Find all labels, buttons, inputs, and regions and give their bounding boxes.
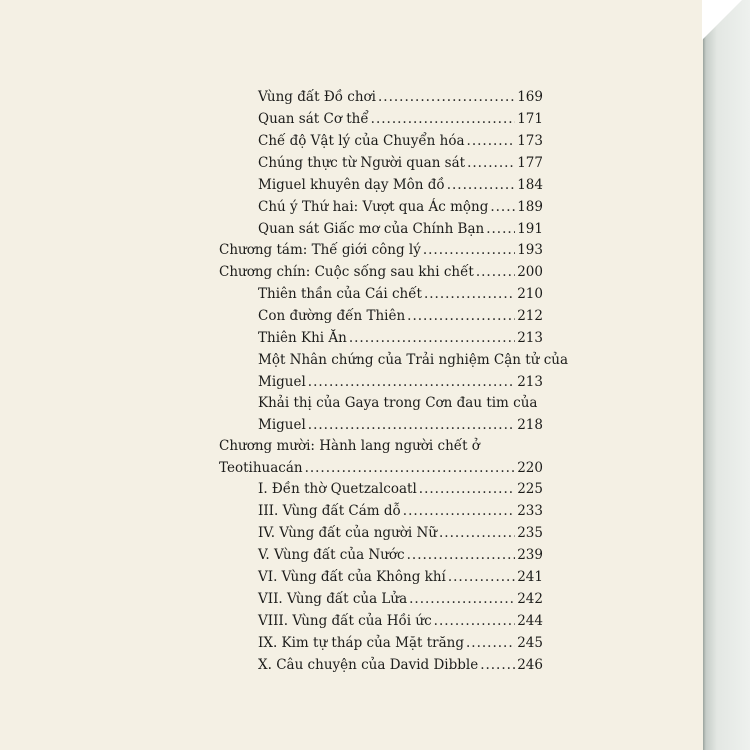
toc-entry-near-death-witness bbox=[258, 351, 569, 391]
toc-entry-observe-dream bbox=[258, 220, 543, 238]
toc-leader-dots bbox=[434, 612, 516, 630]
toc-entry-temple-quetzalcoatl bbox=[258, 480, 543, 498]
toc-entry-page: 213 bbox=[517, 330, 543, 346]
toc-entry-road-to-heaven bbox=[258, 307, 543, 325]
toc-entry-title: IV. Vùng đất của người Nữ bbox=[258, 525, 438, 541]
toc-entry-title-cont: Teotihuacán bbox=[219, 460, 303, 476]
toc-leader-dots bbox=[424, 285, 515, 303]
toc-entry-page: 241 bbox=[517, 569, 543, 585]
toc-entry-page: 242 bbox=[517, 591, 543, 607]
toc-entry-chapter-eight bbox=[219, 241, 543, 259]
toc-entry-title: Quan sát Giấc mơ của Chính Bạn bbox=[258, 221, 485, 237]
toc-leader-dots bbox=[305, 459, 516, 477]
toc-entry-land-air bbox=[258, 568, 543, 586]
toc-leader-dots bbox=[467, 154, 515, 172]
toc-entry-title: Thiên thần của Cái chết bbox=[258, 286, 422, 302]
toc-leader-dots bbox=[466, 634, 515, 652]
toc-entry-witness-observer bbox=[258, 154, 543, 172]
toc-leader-dots bbox=[448, 568, 515, 586]
toc-entry-page: 246 bbox=[517, 657, 543, 673]
toc-entry-page: 233 bbox=[517, 503, 543, 519]
toc-entry-title: VIII. Vùng đất của Hồi ức bbox=[258, 613, 432, 629]
toc-entry-page: 218 bbox=[517, 417, 543, 433]
toc-entry-page: 177 bbox=[517, 155, 543, 171]
toc-entry-title: IX. Kim tự tháp của Mặt trăng bbox=[258, 635, 464, 651]
toc-entry-title-line1 bbox=[219, 437, 543, 455]
toc-entry-title: Chú ý Thứ hai: Vượt qua Ác mộng bbox=[258, 199, 489, 215]
toc-entry-title: V. Vùng đất của Nước bbox=[258, 547, 405, 563]
toc-entry-title: Miguel khuyên dạy Môn đồ bbox=[258, 177, 445, 193]
toc-entry-physical-mode bbox=[258, 132, 543, 150]
toc-entry-page: 169 bbox=[517, 89, 543, 105]
toc-entry-page: 173 bbox=[517, 133, 543, 149]
toc-entry-chapter-nine bbox=[219, 263, 543, 281]
toc-leader-dots bbox=[480, 656, 515, 674]
toc-entry-land-temptation bbox=[258, 502, 543, 520]
toc-leader-dots bbox=[423, 241, 515, 259]
toc-leader-dots bbox=[476, 263, 515, 281]
toc-entry-page: 235 bbox=[517, 525, 543, 541]
toc-entry-title: Chương chín: Cuộc sống sau khi chết bbox=[219, 264, 474, 280]
toc-entry-toy-land bbox=[258, 88, 543, 106]
toc-entry-title: Chúng thực từ Người quan sát bbox=[258, 155, 466, 171]
toc-entry-title: Chế độ Vật lý của Chuyển hóa bbox=[258, 133, 465, 149]
toc-entry-page: 184 bbox=[517, 177, 543, 193]
book-edge-shadow bbox=[703, 0, 750, 750]
toc-entry-page: 193 bbox=[517, 242, 543, 258]
toc-entry-title: Con đường đến Thiên bbox=[258, 308, 406, 324]
toc-leader-dots bbox=[486, 220, 515, 238]
toc-leader-dots bbox=[467, 132, 516, 150]
toc-entry-page: 225 bbox=[517, 481, 543, 497]
toc-leader-dots bbox=[419, 480, 515, 498]
toc-entry-pyramid-moon bbox=[258, 634, 543, 652]
toc-entry-page: 239 bbox=[517, 547, 543, 563]
toc-entry-angel-of-death bbox=[258, 285, 543, 303]
toc-entry-page: 191 bbox=[517, 221, 543, 237]
toc-entry-page: 213 bbox=[517, 374, 543, 390]
toc-leader-dots bbox=[349, 329, 515, 347]
toc-entry-title: III. Vùng đất Cám dỗ bbox=[258, 503, 401, 519]
toc-entry-page: 245 bbox=[517, 635, 543, 651]
toc-leader-dots bbox=[403, 502, 515, 520]
toc-entry-title: Khải thị của Gaya trong Cơn đau tim của bbox=[258, 395, 538, 411]
toc-entry-land-women bbox=[258, 524, 543, 542]
page-corner bbox=[702, 0, 750, 40]
toc-entry-miguel-teaches bbox=[258, 176, 543, 194]
toc-entry-title: Vùng đất Đồ chơi bbox=[258, 89, 376, 105]
toc-entry-title: Thiên Khi Ăn bbox=[258, 330, 347, 346]
toc-leader-dots bbox=[378, 88, 515, 106]
toc-entry-land-water bbox=[258, 546, 543, 564]
toc-entry-title: VI. Vùng đất của Không khí bbox=[258, 569, 446, 585]
toc-entry-page: 212 bbox=[517, 308, 543, 324]
toc-entry-land-memory bbox=[258, 612, 543, 630]
toc-entry-eating-angel bbox=[258, 329, 543, 347]
toc-leader-dots bbox=[308, 373, 515, 391]
toc-entry-second-attention bbox=[258, 198, 543, 216]
toc-entry-title: I. Đền thờ Quetzalcoatl bbox=[258, 481, 417, 497]
toc-leader-dots bbox=[490, 198, 515, 216]
toc-leader-dots bbox=[447, 176, 516, 194]
toc-entry-land-fire bbox=[258, 590, 543, 608]
toc-entry-page: 210 bbox=[517, 286, 543, 302]
toc-entry-page: 200 bbox=[517, 264, 543, 280]
toc-entry-chapter-ten bbox=[219, 437, 543, 477]
toc-leader-dots bbox=[409, 590, 515, 608]
toc-entry-gaya-revelation bbox=[258, 394, 543, 434]
toc-leader-dots bbox=[407, 546, 516, 564]
toc-entry-page: 220 bbox=[517, 460, 543, 476]
toc-entry-title-line1 bbox=[258, 394, 543, 412]
toc-entry-title: Chương mười: Hành lang người chết ở bbox=[219, 438, 480, 454]
toc-entry-david-dibble bbox=[258, 656, 543, 674]
toc-entry-observe-body bbox=[258, 110, 543, 128]
toc-entry-title-line1 bbox=[258, 351, 569, 369]
toc-entry-page: 244 bbox=[517, 613, 543, 629]
toc-entry-page: 171 bbox=[517, 111, 543, 127]
toc-leader-dots bbox=[308, 416, 515, 434]
toc-entry-title: Một Nhân chứng của Trải nghiệm Cận tử của bbox=[258, 352, 569, 368]
toc-entry-title: VII. Vùng đất của Lửa bbox=[258, 591, 408, 607]
toc-leader-dots bbox=[407, 307, 515, 325]
toc-entry-title: Quan sát Cơ thể bbox=[258, 111, 369, 127]
toc-entry-page: 189 bbox=[517, 199, 543, 215]
toc-leader-dots bbox=[371, 110, 516, 128]
toc-leader-dots bbox=[439, 524, 515, 542]
toc-entry-title-cont: Miguel bbox=[258, 374, 306, 390]
toc-entry-title-cont: Miguel bbox=[258, 417, 306, 433]
toc-entry-title: X. Câu chuyện của David Dibble bbox=[258, 657, 479, 673]
toc-entry-title: Chương tám: Thế giới công lý bbox=[219, 242, 421, 258]
